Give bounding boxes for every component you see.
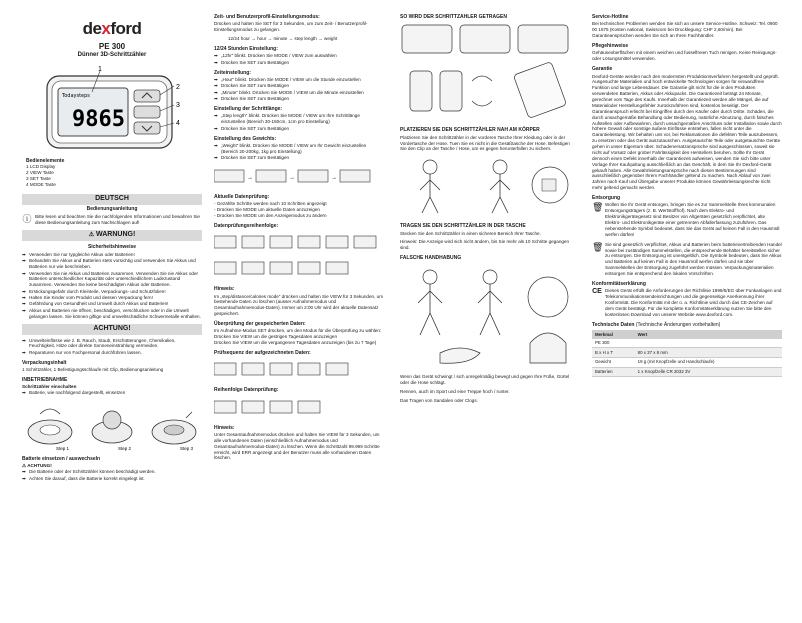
language-bar: DEUTSCH [22, 194, 202, 205]
callout-1: 1 [98, 65, 102, 73]
lcd-order-figure-2 [214, 259, 384, 277]
package-heading: Verpackungsinhalt [22, 359, 67, 366]
set-button[interactable] [134, 106, 160, 118]
wrong-handling-figure [400, 263, 572, 373]
step-2-figure [84, 402, 140, 452]
part-item: 2 VIEW Taste [26, 169, 54, 175]
list-item: ➡ „Hour“ blinkt. Drücken Sie MODE / VIEW um die Stunde einzustellen [214, 77, 384, 83]
start-steps [22, 390, 202, 396]
column-1 [22, 14, 202, 615]
warning-bar: ⚠ WARNUNG! [22, 230, 202, 241]
list-item: ➡ Verwenden Sie nie Akkus und Batterien zusammen. Verwenden Sie nie Akkus oder Batterien unterschiedlicher Kapazität oder unterschiedlichem Ladezustand zusammen. Verwenden Sie keine beschädigten Akkus oder Batterien. [22, 271, 202, 289]
table-row: PE 300 [592, 339, 782, 348]
svg-text:→: → [247, 175, 253, 182]
wrong-heading: FALSCHE HANDHABUNG [400, 255, 462, 262]
svg-text:→: → [331, 175, 337, 182]
warranty-text: Dexford-Geräte werden nach den modernsten Produktionsverfahren hergestellt und geprüft. Ausgesuchte Materialien und hoch entwickelte Technologien sorgen für einwandfreie Funktion und lange Lebensdauer. Die Garantie gilt nicht für die in den Produkten verwendeten Batterien, Akkus oder Akkupacks. Die Garantiezeit beträgt 24 Monate, gerechnet vom Tage des Kaufs. Innerhalb der Garantiezeit werden alle Mängel, die auf Materialoder Herstellungsfehler zurückzuführen sind, kostenlos beseitigt. Der Garantieanspruch erlischt bei Eingriffen durch den Käufer oder durch Dritte. Schäden, die durch unsachgemäße Behandlung oder Bedienung, natürliche Abnutzung, durch falsches Aufstellen oder Aufbewahren, durch unsachgemäßen Anschluss oder Installation sowie durch höhere Gewalt oder sonstige äußere Einflüsse entstehen, fallen nicht unter die Garantieleistung. Wir behalten uns vor, bei Reklamationen die defekten Teile auszubessern, zu ersetzen oder das Gerät auszutauschen. Ausgetauschte Teile oder ausgetauschte Geräte gehen in unser Eigentum über. Schadenersatzansprüche sind ausgeschlossen, soweit sie nicht auf Vorsatz oder grober Fahrlässigkeit des Herstellers beruhen. Sollte Ihr Gerät dennoch einen Defekt innerhalb der Garantiezeit aufweisen, wenden Sie sich bitte unter Vorlage Ihrer Kaufquittung ausschließlich an das Geschäft, in dem Sie Ihr Dexford-Gerät gekauft haben. Alle Gewährleistungsansprüche nach diesen Bestimmungen sind ausschließlich gegenüber Ihrem Fachhändler geltend zu machen. Nach Ablauf von zwei Jahren nach Kauf und Übergabe unserer Produkte können Gewährleistungsrechte nicht mehr geltend gemacht werden. [592, 73, 782, 191]
step-1-figure [22, 402, 78, 452]
list-item: ➡ „Step length“ blinkt. Drücken Sie MODE / VIEW um Ihre Schrittlänge einzustellen (Bereich 30-150cm, 1cm pro Einstellung) [214, 113, 384, 125]
spec-table [592, 330, 782, 377]
device-illustration [22, 64, 202, 154]
weight-heading: Einstellung des Gewichts: [214, 135, 277, 142]
list-item: ➡ Drücken Sie SET zum Bestätigen [214, 83, 384, 89]
part-item: 1 LCD Display [26, 164, 56, 170]
info-icon: ⓘ [22, 213, 32, 224]
wrong-line: Rennen, auch im Sport und eine Treppe hoch / runter. [400, 389, 510, 395]
list-item: ➡ Reparaturen nur von Fachpersonal durchführen lassen. [22, 350, 202, 356]
battery-steps-figure [22, 402, 202, 452]
saved-line: Drücken Sie VIEW um die vergangenen Tagesdaten anzuzeigen (bis zu 7 Tage) [214, 340, 377, 346]
model-name: PE 300 [98, 41, 126, 51]
conformity-heading: Konformitätserklärung [592, 280, 646, 287]
ce-mark: CE [592, 288, 602, 296]
setting-sequence: 12/24 hour → hour → minute → step length → weight [228, 36, 338, 42]
package-text: 1 Schrittzähler, 1 Befestigungsschlaufe mit Clip, Bedienungsanleitung [22, 367, 164, 373]
start-heading: INBETRIEBNAHME [22, 376, 68, 383]
check-heading: Aktuelle Datenprüfung: [214, 193, 270, 200]
parts-heading: Bedienelemente [26, 157, 65, 164]
start-subheading: Schrittzähler einschalten [22, 384, 77, 390]
callout-2: 2 [176, 83, 180, 91]
callout-3: 3 [176, 101, 180, 109]
spec-col-header: Wert [635, 330, 782, 339]
list-item: ➡ Behandeln Sie Akkus und Batterien stets vorsichtig und verwenden Sie Akkus und Batterien nur wie beschrieben. [22, 258, 202, 270]
caution-bar: ACHTUNG! [22, 324, 202, 335]
hint2-text: Unter Gesamtaufnahmemodus drücken und halten Sie VIEW für 3 Sekunden, um alle vorhandenen Daten (einschließlich Aufnahmemodus und Gesamtaufnahmemodus-Daten) zu löschen. Wenn die Schrittzahl 99.999 Schritte erreicht, wird ERR angezeigt und der Benutzer muss alle vorhandenen Daten löschen. [214, 431, 380, 461]
bag-text: Stecken Sie den Schrittzähler in einen sicheren Bereich Ihrer Tasche. [400, 230, 541, 236]
list-item: ➡ „Minute“ blinkt. Drücken Sie MODE / VIEW um die Minute einzustellen [214, 90, 384, 96]
battery-bin-icon: 🗑 [592, 241, 604, 252]
lcd-sequence-figure [214, 167, 384, 185]
lcd-total-figure [214, 398, 384, 416]
bag-heading: TRAGEN SIE DEN SCHRITTZÄHLER IN DER TASCHE [400, 223, 526, 230]
spec-col-header: Merkmal [592, 330, 635, 339]
intro-note: ⓘ Bitte lesen und beachten Sie die nachfolgenden Informationen und bewahren Sie diese Bedienungsanleitung zum Nachschlagen auf! [22, 213, 200, 225]
h1224-heading: 12/24 Stunden Einstellung: [214, 46, 278, 53]
list-item: ➡ Erstickungsgefahr durch Kleinteile, Verpackungs- und Schutzfolien! [22, 289, 202, 295]
svg-text:→: → [289, 175, 295, 182]
callout-4: 4 [176, 119, 180, 127]
table-row: Gewicht 19 g (mit Knopfzelle und Handschlaufe) [592, 357, 782, 367]
wear-heading: SO WIRD DER SCHRITTZÄHLER GETRAGEN [400, 14, 507, 20]
check-line: - Drücken Sie MODE um den Anzeigemodus zu ändern [214, 213, 327, 219]
care-heading: Pflegehinweise [592, 43, 629, 50]
table-row: B x H x T 80 x 37 x 8 mm [592, 348, 782, 358]
order-heading: Datenprüfungsreihenfolge: [214, 222, 279, 229]
list-item: ➡ „12hr“ blinkt. Drücken Sie MODE / VIEW zum auswählen [214, 53, 384, 59]
step-length-list [214, 113, 384, 131]
disposal-heading: Entsorgung [592, 195, 621, 202]
view-button[interactable] [134, 90, 160, 102]
manual-title: Bedienungsanleitung [86, 205, 138, 212]
list-item: ➡ Halten Sie Kinder vom Produkt und dessen Verpackung fern! [22, 295, 202, 301]
battery-caution: ⚠ ACHTUNG! [22, 463, 52, 469]
pedometer-diagram [22, 64, 202, 154]
list-item: ➡ Drücken Sie SET zum Bestätigen [214, 60, 384, 66]
svg-text:Step 2: Step 2 [118, 446, 132, 452]
weight-list [214, 143, 384, 161]
list-item: ➡ Drücken Sie SET zum Bestätigen [214, 126, 384, 132]
list-item: ➡ Achten Sie darauf, dass die Batterie korrekt eingelegt ist. [22, 476, 202, 482]
warning-icon: ⚠ [88, 231, 95, 238]
list-item: ➡ Akkus und Batterien nie öffnen, beschädigen, verschlucken oder in die Umwelt gelangen lassen. Sie können giftige und umweltschädliche Schwermetalle enthalten. [22, 308, 202, 320]
check-line: - Gezählte Schritte werden nach 10 Schritten angezeigt [214, 201, 327, 207]
part-item: 3 SET Taste [26, 175, 51, 181]
svg-text:Step 1: Step 1 [56, 446, 70, 452]
parts-list [22, 158, 202, 188]
bag-hint: Hinweis: Die Anzeige wird sich nicht ändern, bis Sie mehr als 10 Schritte gegangen sind. [400, 239, 570, 251]
pocket-figure [400, 155, 572, 217]
check-line: - Drücken Sie MODE um aktuelle Daten anzuzeigen [214, 207, 320, 213]
list-item: ➡ Verwenden Sie nur typgleiche Akkus oder Batterien! [22, 252, 202, 258]
mode-button[interactable] [134, 122, 160, 134]
column-4 [592, 14, 782, 615]
display-value: 9865 [72, 106, 125, 132]
saved-heading: Überprüfung der gespeicherten Daten: [214, 321, 306, 327]
lcd-record-figure [214, 360, 384, 378]
part-item: 4 MODE Taste [26, 181, 56, 187]
disposal-row-2: 🗑 Sie sind gesetzlich verpflichtet, Akkus und Batterien beim batterievertreibenden Handel sowie bei zuständigen Sammelstellen, die entsprechende Behälter bereitstellen sicher zu entsorgen. Die Entsorgung ist unentgeltlich. Die Symbole bedeuten, dass Sie Akkus und Batterien auf keinen Fall in den Hausmüll werfen dürfen und sie über Sammelstellen der Entsorgung zugeführt werden müssen. Verpackungsmaterialien entsorgen Sie entsprechend den lokalen Vorschriften. [592, 241, 782, 277]
h1224-list [214, 53, 384, 65]
table-row: Batterien 1 x Knopfzelle CR 2032 3V [592, 367, 782, 377]
lcd-order-figure [214, 233, 384, 251]
care-text: Gehäuseoberflächen mit einem weichen und fusselfreien Tuch reinigen. Keine Reinigungs- oder Lösungsmittel verwenden. [592, 50, 777, 62]
svg-text:Step 3: Step 3 [180, 446, 194, 452]
list-item: ➡ Umwelteinflüsse wie z. B. Rauch, Staub, Erschütterungen, Chemikalien, Feuchtigkeit, Hitze oder direkte Sonneneinstrahlung vermeiden. [22, 338, 202, 350]
product-subtitle: Dünner 3D-Schrittzähler [77, 51, 147, 58]
step-3-figure [146, 402, 202, 452]
hint-heading: Hinweis: [214, 286, 235, 293]
caution-list [22, 338, 202, 356]
warning-list [22, 252, 202, 320]
warning-icon: ⚠ [22, 463, 27, 469]
service-text: Bei technischen Problemen wenden Sie sich an unsere Service-Hotline. Schweiz: Tel. 0900 00 1675 (Kosten national, Swisscom bei Drucklegung: CHF 2,60/min). Bei Garantieansprüchen wenden Sie sich an Ihren Fachhändler. [592, 21, 778, 39]
sequence3-heading: Reihenfolge Datenprüfung: [214, 387, 279, 394]
column-3 [400, 14, 572, 615]
hint-text: Im „step/distance/calories mode“ drücken und halten Sie VIEW für 3 Sekunden, um bestehende Daten zu löschen (ausser Aufnahmemodus und Gesamtaufnahmemodus-Daten). Immer um 2:00 Uhr wird der aktuelle Datensatz gespeichert. [214, 293, 384, 317]
time-setting-list [214, 77, 384, 102]
warranty-heading: Garantie [592, 66, 613, 73]
list-item: ➡ Gefährdung von Gesundheit und Umwelt durch Akkus und Batterien! [22, 301, 202, 307]
service-heading: Service-Hotline [592, 14, 629, 20]
step-length-heading: Einstellung der Schrittlänge: [214, 106, 283, 113]
hint2-heading: Hinweis: [214, 424, 235, 431]
list-item: ➡ „Weight“ blinkt. Drücken Sie MODE / VIEW um Ihr Gewicht einzustellen (Bereich 20-200kg, 1kg pro Einstellung) [214, 143, 384, 155]
list-item: ➡ Batterie, wie nachfolgend dargestellt, einsetzen [22, 390, 202, 396]
saved-line: Drücken Sie VIEW um die gestrigen Tagesdaten anzuzeigen [214, 334, 337, 340]
battery-heading: Batterie einsetzen / auswechseln [22, 456, 101, 463]
display-label: Todaysteps [62, 92, 90, 99]
list-item: ➡ Drücken Sie SET zum Bestätigen [214, 155, 384, 161]
conformity-row: CE Dieses Gerät erfüllt die Anforderungen der Richtlinie 1999/5/EG über Funkanlagen und Telekommunikationsendeinrichtungen und die gegenseitige Anerkennung ihrer Konformität. Die Konformität mit der o. a. Richtlinie wird durch das CE-Zeichen auf dem Gerät bestätigt. Für die komplette Konformitätserklärung nutzen Sie bitte den kostenlosen Download von unserer Website www.dexford.com. [592, 288, 782, 317]
battery-list [22, 469, 202, 481]
crossed-bin-icon: 🗑 [592, 202, 604, 213]
spec-heading: Technische Daten (Technische Änderungen vorbehalten) [592, 321, 721, 328]
brand-logo: dexford [82, 19, 142, 38]
time-heading: Zeit- und Benutzerprofil-Einstellungsmodus: [214, 14, 320, 20]
list-item: ➡ Drücken Sie SET zum Bestätigen [214, 96, 384, 102]
wear-figure [400, 21, 572, 121]
list-item: ➡ Die Batterie oder der Schrittzähler können beschädigt werden. [22, 469, 202, 475]
safety-subtitle: Sicherheitshinweise [87, 243, 137, 250]
time-setting-heading: Zeiteinstellung: [214, 69, 251, 76]
wrong-line: Das Tragen von Sandalen oder Clogs. [400, 398, 478, 404]
disposal-row-1: 🗑 Wollen Sie Ihr Gerät entsorgen, bringen Sie es zur Sammelstelle Ihres kommunalen Entsorgungsträgers (z. B. Wertstoffhof). Nach dem Elektro- und Elektronikgerätegesetz sind Besitzer von Altgeräten gesetzlich verpflichtet, alte Elektro- und Elektronikgeräte einer getrennten Abfallerfassung zuzuführen. Das nebenstehende Symbol bedeutet, dass Sie das Gerät auf keinen Fall in den Hausmüll werfen dürfen! [592, 202, 780, 237]
sequence2-heading: Prüfsequenz der aufgezeichneten Daten: [214, 350, 311, 357]
body-heading: PLATZIEREN SIE DEN SCHRITTZÄHLER NAH AM KÖRPER [400, 127, 540, 134]
column-2 [214, 14, 384, 615]
wrong-line: Wenn das Gerät schwingt / sich unregelmäßig bewegt und gegen Ihre Füße, Gürtel oder die Hose schlägt. [400, 374, 570, 386]
body-text: Platzieren Sie den Schrittzähler in der vorderen Tasche Ihrer Kleidung oder in der Vordertasche der Hose. Tuen Sie es nicht in die Gesäßtasche der Hose. Befestigen Sie den Clip an der Tasche / Hose, um es gegen herunterfallen zu sichern. [400, 134, 570, 152]
time-text: Drücken und halten Sie SET für 3 Sekunden, um zum Zeit- / Benutzerprofil-Einstellungsmodus zu gelangen. [214, 21, 368, 33]
saved-text: Im Aufnahme-Modus SET drücken, um den Modus für die Überprüfung zu wählen: [214, 328, 382, 334]
